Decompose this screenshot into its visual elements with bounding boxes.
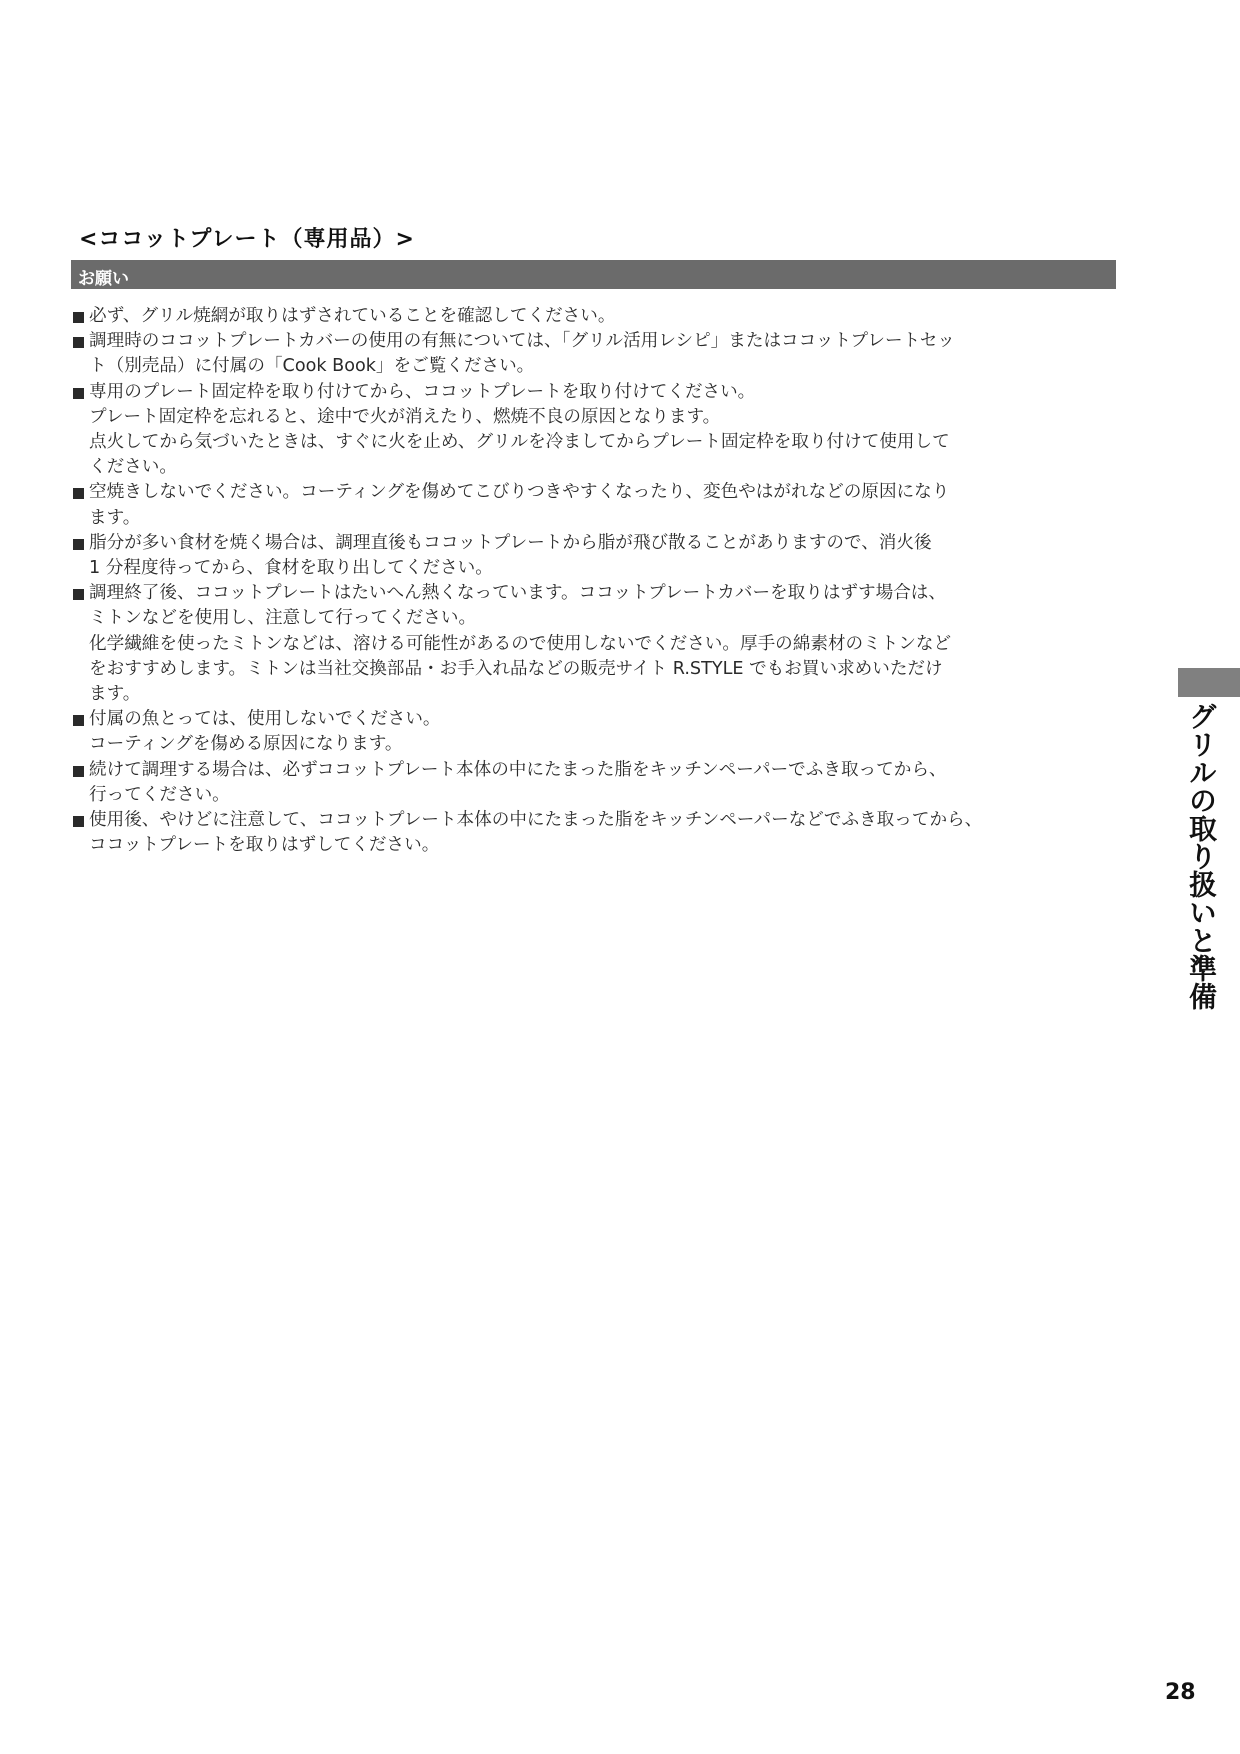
item-line: プレート固定枠を忘れると、途中で火が消えたり、燃焼不良の原因となります。 [89, 406, 721, 427]
square-bullet-icon [73, 488, 84, 499]
list-item [71, 304, 1131, 329]
square-bullet-icon [73, 766, 84, 777]
item-line: 調理終了後、ココットプレートはたいへん熱くなっています。ココットプレートカバーを取りはずす場合は、 [89, 583, 946, 604]
list-item [71, 329, 1131, 379]
square-bullet-icon [73, 388, 84, 399]
list-item [71, 380, 1131, 481]
item-line: ト（別売品）に付属の「Cook Book」をご覧ください。 [89, 356, 535, 377]
item-line: 必ず、グリル焼網が取りはずされていることを確認してください。 [89, 306, 616, 326]
item-line: 使用後、やけどに注意して、ココットプレート本体の中にたまった脂をキッチンペーパーなどでふき取ってから、 [89, 810, 983, 831]
list-item [71, 707, 1131, 757]
section-title: <ココットプレート（専用品）> [79, 227, 415, 252]
side-tab-marker [1178, 668, 1240, 697]
item-line: 化学繊維を使ったミトンなどは、溶ける可能性があるので使用しないでください。厚手の綿素材のミトンなど [89, 633, 952, 654]
list-item [71, 808, 1131, 858]
item-line: 1 分程度待ってから、食材を取り出してください。 [89, 558, 493, 579]
page-number: 28 [1165, 1680, 1196, 1705]
square-bullet-icon [73, 589, 84, 600]
item-line: コーティングを傷める原因になります。 [89, 734, 403, 755]
square-bullet-icon [73, 337, 84, 348]
item-line: 調理時のココットプレートカバーの使用の有無については、「グリル活用レシピ」またはココットプレートセッ [89, 331, 955, 352]
item-line: ココットプレートを取りはずしてください。 [89, 835, 440, 856]
item-line: 付属の魚とっては、使用しないでください。 [89, 709, 441, 730]
list-item [71, 758, 1131, 808]
item-line: ます。 [89, 507, 141, 528]
item-line: 点火してから気づいたときは、すぐに火を止め、グリルを冷ましてからプレート固定枠を取り付けて使用して [89, 432, 950, 453]
notice-bar [71, 260, 1116, 289]
caution-list [71, 304, 1131, 858]
item-line: 空焼きしないでください。コーティングを傷めてこびりつきやすくなったり、変色やはがれなどの原因になり [89, 482, 950, 503]
notice-label: お願い [78, 269, 129, 289]
item-line: 続けて調理する場合は、必ずココットプレート本体の中にたまった脂をキッチンペーパーでふき取ってから、 [89, 759, 947, 780]
list-item [71, 480, 1131, 530]
square-bullet-icon [73, 312, 84, 323]
list-item [71, 581, 1131, 707]
item-line: 脂分が多い食材を焼く場合は、調理直後もココットプレートから脂が飛び散ることがありますので、消火後 [89, 532, 932, 553]
item-line: 行ってください。 [89, 784, 230, 805]
square-bullet-icon [73, 816, 84, 827]
item-line: 専用のプレート固定枠を取り付けてから、ココットプレートを取り付けてください。 [89, 381, 756, 402]
square-bullet-icon [73, 715, 84, 726]
item-line: ます。 [89, 684, 141, 705]
side-tab-label: グリルの取り扱いと準備 [1185, 702, 1218, 1010]
item-line: ミトンなどを使用し、注意して行ってください。 [89, 608, 477, 629]
item-line: をおすすめします。ミトンは当社交換部品・お手入れ品などの販売サイト R.STYLE でもお買い求めいただけ [89, 658, 943, 679]
square-bullet-icon [73, 539, 84, 550]
list-item [71, 531, 1131, 581]
item-line: ください。 [89, 457, 177, 478]
